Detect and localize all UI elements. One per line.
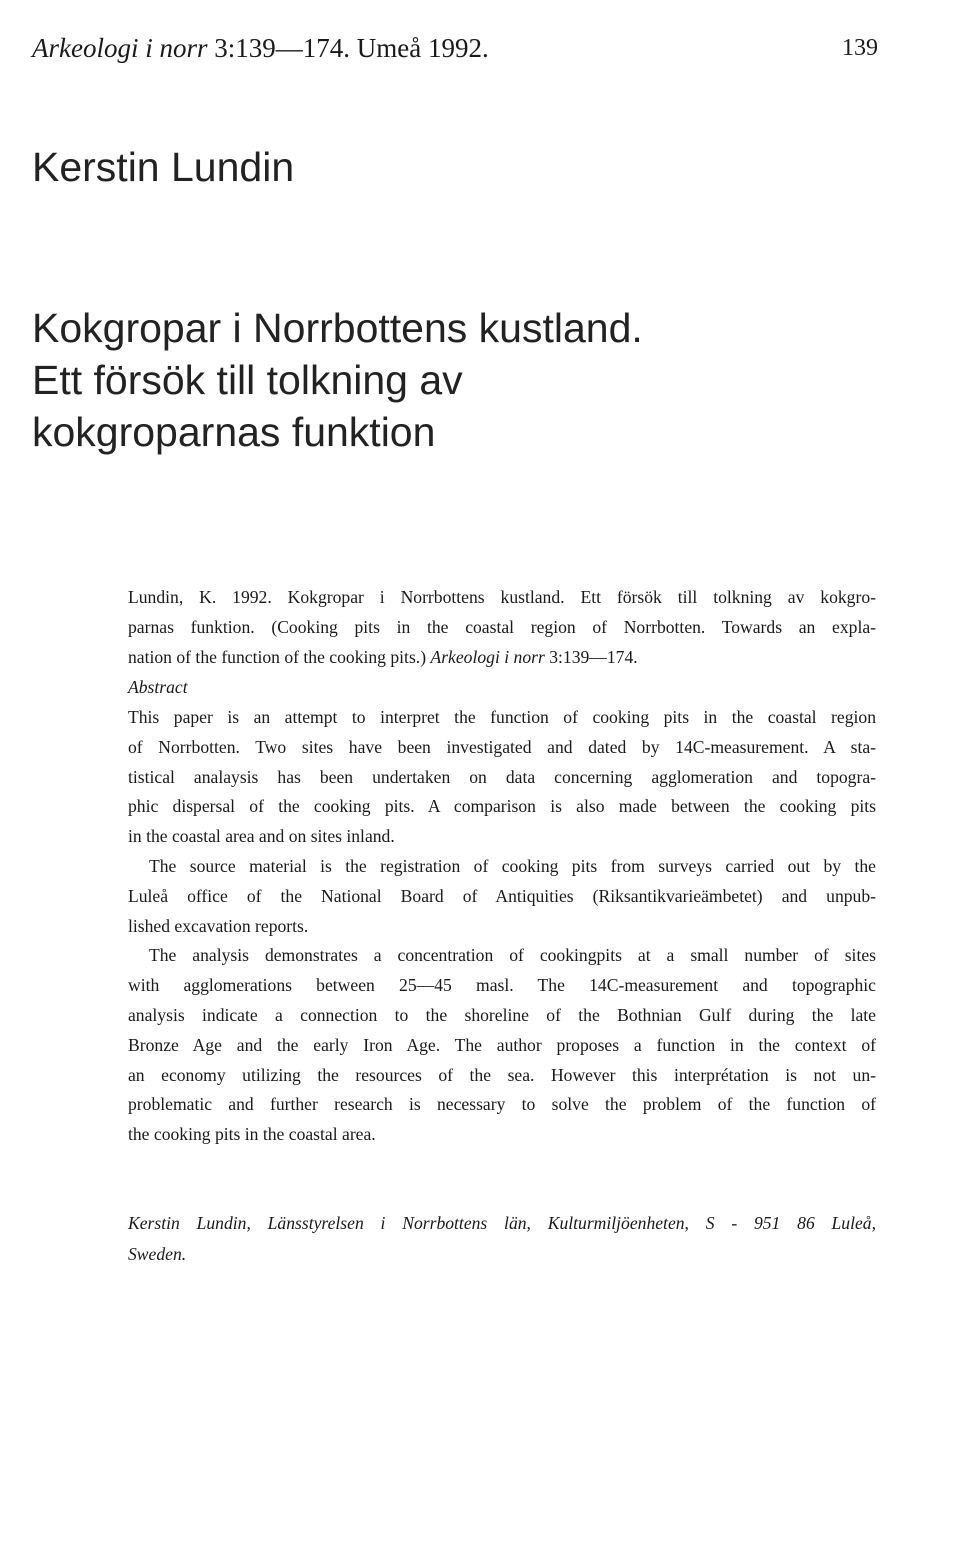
journal-name: Arkeologi i norr (32, 33, 208, 63)
affiliation-line: Kerstin Lundin, Länsstyrelsen i Norrbottens län, Kulturmiljöenheten, S - 951 86 Luleå, (128, 1213, 876, 1233)
abstract-line: the cooking pits in the coastal area. (128, 1124, 376, 1145)
reference-line: Lundin, K. 1992. Kokgropar i Norrbottens kustland. Ett försök till tolkning av kokgro- (128, 587, 876, 607)
reference-text: nation of the function of the cooking pits.) (128, 646, 431, 667)
page-number: 139 (842, 35, 878, 61)
reference-line (128, 643, 876, 673)
abstract-heading: Abstract (128, 677, 188, 697)
journal-citation: 3:139—174. Umeå 1992. (207, 33, 489, 63)
author-affiliation (128, 1208, 876, 1270)
abstract-paragraph-3 (128, 941, 876, 1150)
reference-line: parnas funktion. (Cooking pits in the coastal region of Norrbotten. Towards an expla- (128, 616, 876, 637)
running-head (32, 30, 489, 66)
title-line-3: kokgroparnas funktion (32, 409, 436, 455)
abstract-line: an economy utilizing the resources of the sea. However this interprétation is not un- (128, 1064, 876, 1085)
abstract-line: tistical analaysis has been undertaken on data concerning agglomeration and topogra- (128, 766, 876, 787)
affiliation-line: Sweden. (128, 1244, 187, 1264)
abstract-paragraph-1 (128, 703, 876, 852)
abstract-line: Luleå office of the National Board of Antiquities (Riksantikvarieämbetet) and unpub- (128, 885, 876, 906)
abstract-body (128, 703, 876, 1150)
article-title (32, 302, 643, 458)
abstract-line: The source material is the registration of cooking pits from surveys carried out by the (149, 855, 876, 876)
title-line-1: Kokgropar i Norrbottens kustland. (32, 305, 643, 351)
abstract-line: analysis indicate a connection to the shoreline of the Bothnian Gulf during the late (128, 1004, 876, 1025)
abstract-line: with agglomerations between 25—45 masl. The 14C-measurement and topographic (128, 975, 876, 996)
abstract-line: lished excavation reports. (128, 915, 309, 936)
author-name: Kerstin Lundin (32, 144, 295, 190)
abstract-line: of Norrbotten. Two sites have been investigated and dated by 14C-measurement. A sta- (128, 736, 876, 757)
reference-journal: Arkeologi i norr (430, 646, 545, 667)
abstract-line: phic dispersal of the cooking pits. A comparison is also made between the cooking pits (128, 796, 876, 817)
abstract-line: problematic and further research is necessary to solve the problem of the function of (128, 1094, 876, 1115)
bibliographic-reference (128, 583, 876, 672)
abstract-line: Bronze Age and the early Iron Age. The author proposes a function in the context of (128, 1034, 876, 1055)
abstract-line: in the coastal area and on sites inland. (128, 826, 395, 847)
abstract-paragraph-2 (128, 852, 876, 941)
abstract-line: The analysis demonstrates a concentration of cookingpits at a small number of sites (149, 945, 876, 966)
title-line-2: Ett försök till tolkning av (32, 357, 463, 403)
reference-pages: 3:139—174. (544, 646, 638, 667)
abstract-line: This paper is an attempt to interpret the function of cooking pits in the coastal region (128, 707, 876, 727)
